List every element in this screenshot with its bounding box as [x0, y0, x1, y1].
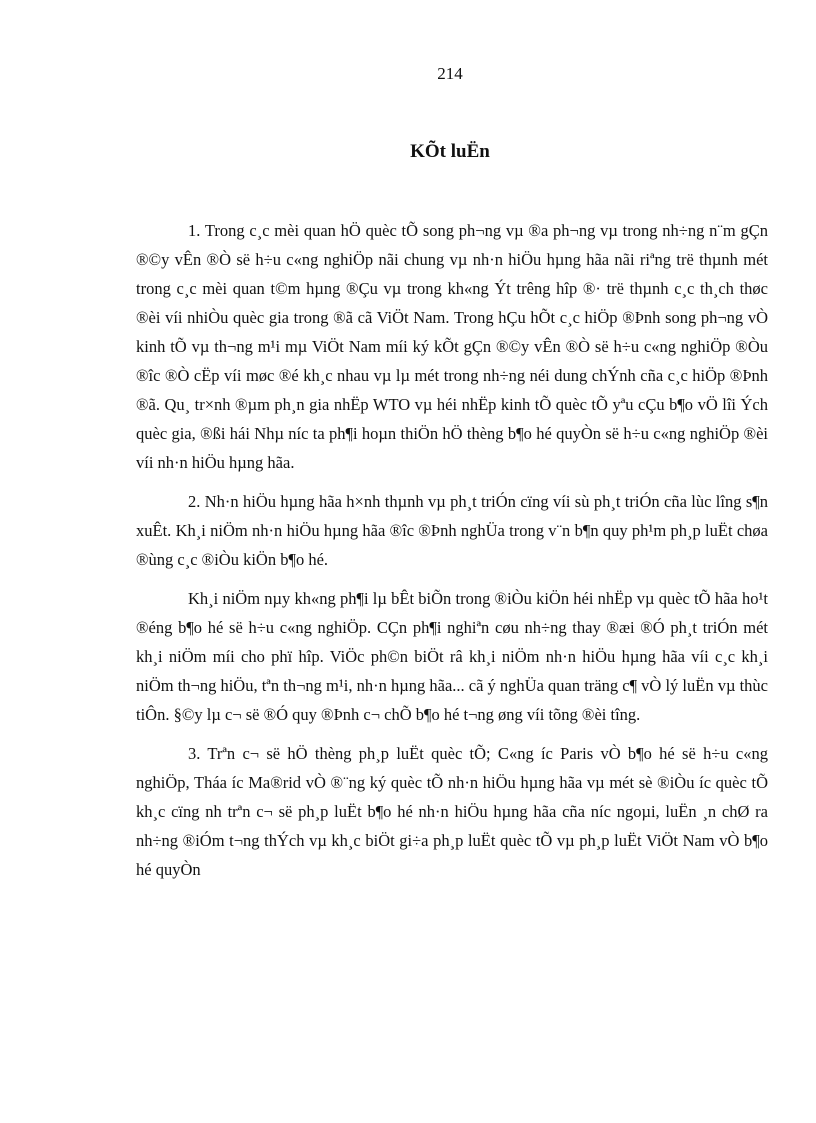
body-text	[136, 216, 768, 894]
paragraph-1: 1. Trong c¸c mèi quan hÖ quèc tÕ song ph¬ng vµ ®a ph¬ng vµ trong nh÷ng n¨m gÇn ®©y vÊn ®Ò së h÷u c«ng nghiÖp nãi chung vµ nh·n hiÖu hµng hãa nãi riªng trë thµnh mét trong c¸c mèi quan t©m hµng ®Çu vµ trong kh«ng Ýt trêng hîp ®· trë thµnh c¸c th¸ch thøc ®èi víi nhiÒu quèc gia trong ®ã cã ViÖt Nam. Trong hÇu hÕt c¸c hiÖp ®Þnh song ph¬ng vÒ kinh tÕ vµ th¬ng m¹i mµ ViÖt Nam míi ký kÕt gÇn ®©y vÊn ®Ò së h÷u c«ng nghiÖp ®Òu ®îc ®Ò cËp víi møc ®é kh¸c nhau vµ lµ mét trong nh÷ng néi dung chÝnh cña c¸c hiÖp ®Þnh ®ã. Qu¸ tr×nh ®µm ph¸n gia nhËp WTO vµ héi nhËp kinh tÕ quèc tÕ yªu cÇu b¶o vÖ lîi Ých quèc gia, ®ßi hái Nhµ níc ta ph¶i hoµn thiÖn hÖ thèng b¶o hé quyÒn së h÷u c«ng nghiÖp ®èi víi nh·n hiÖu hµng hãa.	[136, 221, 768, 472]
page-title: KÕt luËn	[410, 141, 490, 162]
paragraph-3: Kh¸i niÖm nµy kh«ng ph¶i lµ bÊt biÕn trong ®iÒu kiÖn héi nhËp vµ quèc tÕ hãa ho¹t ®éng b¶o hé së h÷u c«ng nghiÖp. CÇn ph¶i nghiªn cøu nh÷ng thay ®æi ®Ó ph¸t triÓn mét kh¸i niÖm míi cho phï hîp. ViÖc ph©n biÖt râ kh¸i niÖm nh·n hiÖu hµng hãa víi c¸c kh¸i niÖm th¬ng hiÖu, tªn th¬ng m¹i, nh·n hµng hãa... cã ý nghÜa quan träng c¶ vÒ lý luËn vµ thùc tiÔn. §©y lµ c¬ së ®Ó quy ®Þnh c¬ chÕ b¶o hé t¬ng øng víi tõng ®èi tîng.	[136, 589, 769, 724]
page-number: 214	[437, 64, 463, 83]
paragraph-2: 2. Nh·n hiÖu hµng hãa h×nh thµnh vµ ph¸t triÓn cïng víi sù ph¸t triÓn cña lùc lîng s¶n xuÊt. Kh¸i niÖm nh·n hiÖu hµng hãa ®îc ®Þnh nghÜa trong v¨n b¶n quy ph¹m ph¸p luËt chøa ®ùng c¸c ®iÒu kiÖn b¶o hé.	[136, 492, 768, 569]
paragraph-4: 3. Trªn c¬ së hÖ thèng ph¸p luËt quèc tÕ; C«ng íc Paris vÒ b¶o hé së h÷u c«ng nghiÖp, Tháa íc Ma®rid vÒ ®¨ng ký quèc tÕ nh·n hiÖu hµng hãa vµ mét sè ®iÒu íc quèc tÕ kh¸c cïng nh trªn c¬ së ph¸p luËt b¶o hé nh·n hiÖu hµng hãa cña níc ngoµi, luËn ¸n chØ ra nh÷ng ®iÓm t¬ng thÝch vµ kh¸c biÖt gi÷a ph¸p luËt quèc tÕ vµ ph¸p luËt ViÖt Nam vÒ b¶o hé quyÒn	[136, 744, 768, 879]
